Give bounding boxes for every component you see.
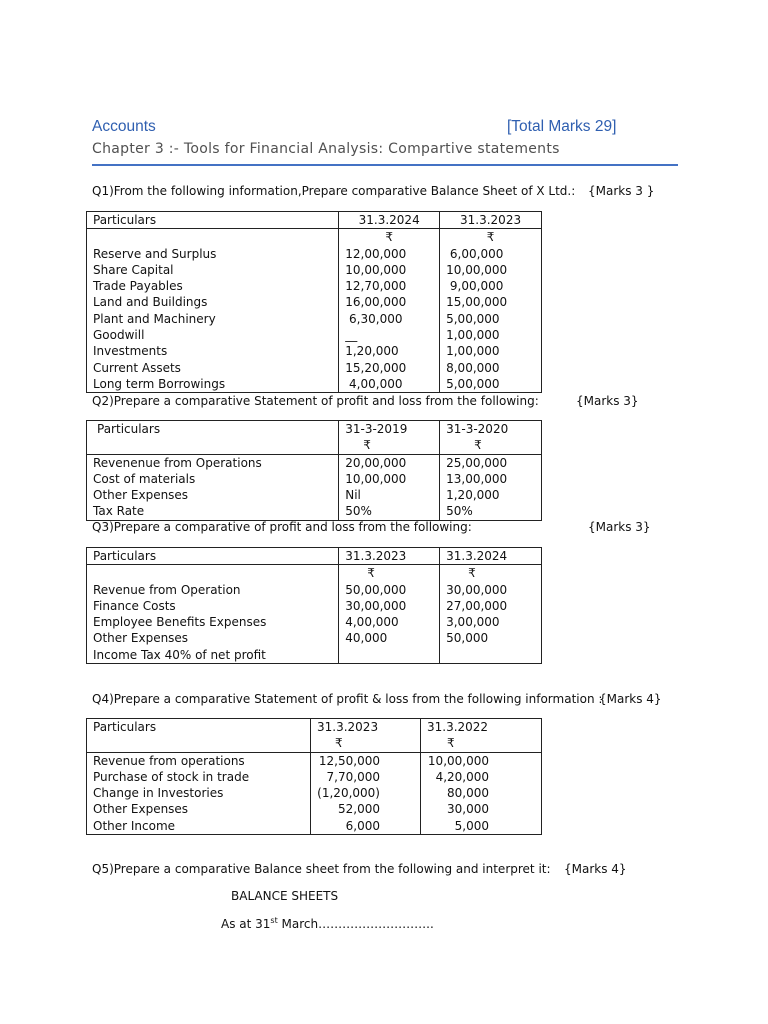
rupee-symbol: ₹ [363,438,371,453]
q3-labels [87,565,339,664]
total-marks: [Total Marks 29] [507,118,617,135]
q2-value: 50% [446,504,473,519]
q4-labels [87,752,311,834]
q2-table [86,420,542,521]
q3-value [345,647,433,663]
header-divider [92,164,678,166]
q3-value: 30,00,000 [446,582,508,597]
q1-col-particulars: Particulars [87,212,339,229]
q1-value: 8,00,000 [446,360,500,375]
q4-value: (1,20,000) [317,786,380,801]
rupee-symbol: ₹ [385,230,393,245]
q2-col-particulars: Particulars [97,422,161,436]
q2-col-year2: 31-3-2020 [446,422,509,436]
q2-value: 25,00,000 [446,455,508,470]
q3-col-year1: 31.3.2023 [339,548,440,565]
q1-row-label: Trade Payables [93,279,183,294]
q3-value: 40,000 [345,631,388,646]
q2-col-year1: 31-3-2019 [345,422,408,436]
q1-value: 10,00,000 [446,262,508,277]
q4-row-label: Other Income [93,818,176,833]
q4-value: 6,000 [345,818,380,833]
q1-text: Q1)From the following information,Prepare comparative Balance Sheet of X Ltd.: [92,184,576,198]
q3-value [446,647,535,663]
q1-row-label: Land and Buildings [93,295,208,310]
q1-col-year1: 31.3.2024 [339,212,440,229]
as-at-sup: st [270,916,278,925]
balance-sheets-heading: BALANCE SHEETS [231,889,339,903]
q4-value: 5,000 [454,818,489,833]
subject-title: Accounts [92,118,156,135]
q2-value: 13,00,000 [446,471,508,486]
q3-row-label: Employee Benefits Expenses [93,615,267,630]
q3-row-label: Income Tax 40% of net profit [93,647,266,662]
q2-values-year2 [440,454,542,520]
q4-row-label: Revenue from operations [93,753,245,768]
q4-values-year1 [311,752,421,834]
q4-value: 7,70,000 [326,769,380,784]
rupee-symbol: ₹ [486,230,495,245]
q3-marks: {Marks 3} [588,520,651,534]
q1-value: 6,00,000 [446,246,504,261]
q2-labels [87,454,339,520]
q1-value: 4,00,000 [345,376,403,391]
q2-value: 10,00,000 [345,471,407,486]
rupee-symbol: ₹ [474,438,482,453]
q2-row-label: Revenenue from Operations [93,455,262,470]
q1-value: 15,20,000 [345,360,407,375]
q1-table [86,211,542,393]
q2-values-year1 [339,454,440,520]
q4-row-label: Other Expenses [93,802,189,817]
q1-row-label: Share Capital [93,262,174,277]
q1-value: 16,00,000 [345,295,407,310]
q1-marks: {Marks 3 } [588,184,655,198]
q2-col-particulars-cell [87,421,339,455]
rupee-symbol: ₹ [446,736,455,751]
q4-values-year2 [420,752,541,834]
q1-value: 1,00,000 [446,328,500,343]
q4-table [86,718,542,835]
q1-value: 9,00,000 [446,279,504,294]
q3-table [86,547,542,664]
q3-values-year2 [440,565,542,664]
q3-row-label: Other Expenses [93,631,189,646]
q4-col-year2: 31.3.2022 [426,720,489,734]
q2-row-label: Other Expenses [93,488,189,503]
q4-col-particulars: Particulars [93,720,157,734]
q1-row-label: Investments [93,344,168,359]
as-at-text: As at 31 [221,917,271,931]
q3-row-label: Revenue from Operation [93,582,241,597]
q1-values-year2 [440,229,542,393]
q1-value: 5,00,000 [446,311,500,326]
q4-value: 4,20,000 [435,769,489,784]
q2-value: 1,20,000 [446,488,500,503]
q3-values-year1 [339,565,440,664]
q1-value: 15,00,000 [446,295,508,310]
q1-labels [87,229,339,393]
q3-value: 27,00,000 [446,598,508,613]
as-at-line [221,916,434,931]
q3-value: 4,00,000 [345,615,399,630]
q5-marks: {Marks 4} [564,862,627,876]
q4-value: 80,000 [447,786,489,801]
q3-value: 50,000 [446,631,489,646]
q4-marks: {Marks 4} [599,692,662,706]
q2-value: Nil [345,488,361,503]
q3-value: 3,00,000 [446,615,500,630]
q1-row-label: Current Assets [93,360,181,375]
q1-row-label: Reserve and Surplus [93,246,217,261]
q1-value: 1,00,000 [446,344,500,359]
q2-row-label: Cost of materials [93,471,196,486]
q4-col-year2-cell [420,719,541,753]
q4-col-year1-cell [311,719,421,753]
q2-marks: {Marks 3} [576,394,639,408]
q1-value: 5,00,000 [446,376,500,391]
q2-col-year1-cell [339,421,440,455]
q4-row-label: Change in Investories [93,786,224,801]
q1-value: 6,30,000 [345,311,403,326]
q4-value: 12,50,000 [318,753,380,768]
as-at-rest: March……………………….. [277,917,434,931]
q3-text: Q3)Prepare a comparative of profit and loss from the following: [92,520,472,534]
q2-value: 50% [345,504,372,519]
q4-text: Q4)Prepare a comparative Statement of profit & loss from the following information : [92,692,603,706]
q1-value: 12,00,000 [345,246,407,261]
q1-row-label: Long term Borrowings [93,376,226,391]
q1-row-label: Plant and Machinery [93,311,216,326]
rupee-symbol: ₹ [335,736,343,751]
q4-col-year1: 31.3.2023 [317,720,379,734]
q2-col-year2-cell [440,421,542,455]
q2-row-label: Tax Rate [93,504,145,519]
q4-col-particulars-cell [87,719,311,753]
q4-value: 52,000 [337,802,380,817]
q1-values-year1 [339,229,440,393]
q1-row-label: Goodwill [93,328,145,343]
q1-value: 12,70,000 [345,279,407,294]
q3-col-year2: 31.3.2024 [440,548,542,565]
q3-value: 30,00,000 [345,598,407,613]
chapter-title: Chapter 3 :- Tools for Financial Analysis: Compartive statements [92,141,560,157]
q4-row-label: Purchase of stock in trade [93,769,250,784]
q1-value: 10,00,000 [345,262,407,277]
q4-value: 10,00,000 [427,753,489,768]
q1-col-year2: 31.3.2023 [440,212,542,229]
q1-value: 1,20,000 [345,344,399,359]
rupee-symbol: ₹ [367,566,375,581]
rupee-symbol: ₹ [468,566,476,581]
q2-text: Q2)Prepare a comparative Statement of profit and loss from the following: [92,394,539,408]
q5-text: Q5)Prepare a comparative Balance sheet from the following and interpret it: [92,862,551,876]
q1-value: __ [345,328,358,343]
q4-value: 30,000 [447,802,489,817]
q3-row-label: Finance Costs [93,598,176,613]
q3-value: 50,00,000 [345,582,407,597]
q3-col-particulars: Particulars [87,548,339,565]
q2-value: 20,00,000 [345,455,407,470]
